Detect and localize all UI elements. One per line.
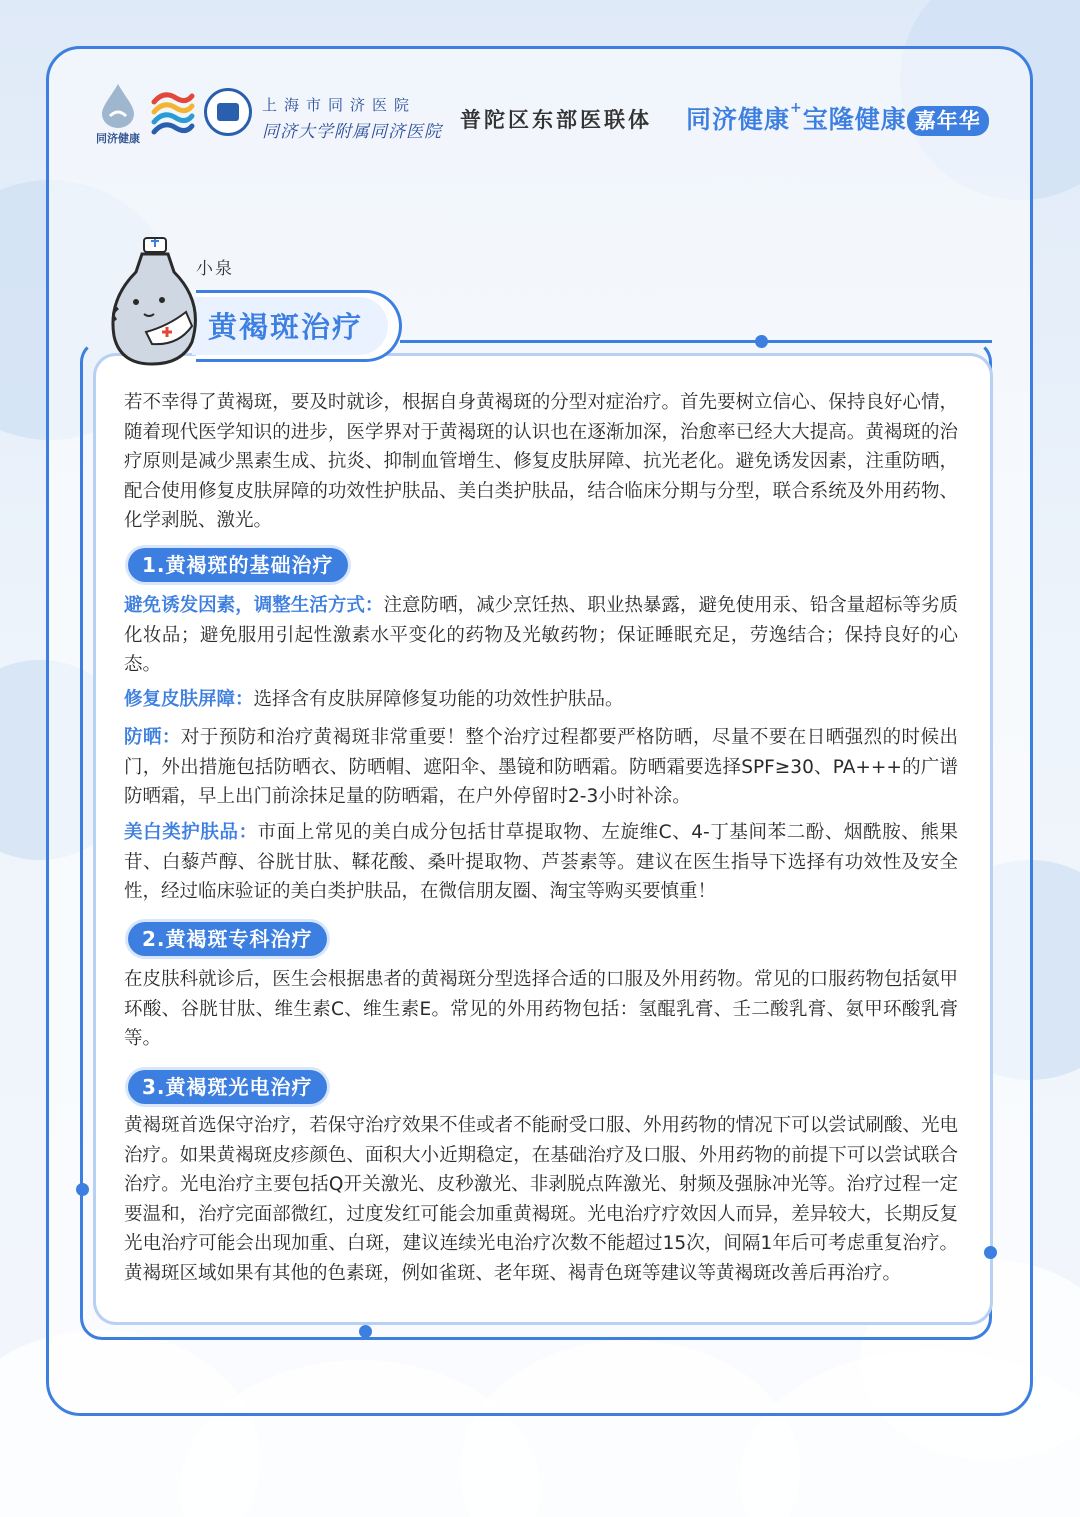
item-label: 美白类护肤品： — [124, 822, 258, 843]
decor-dot — [984, 1246, 997, 1259]
item-label: 防晒： — [124, 727, 181, 748]
water-drop-icon — [88, 82, 148, 130]
hospital-name — [262, 94, 442, 142]
decor-dot — [755, 335, 768, 348]
mascot-icon — [104, 236, 212, 366]
title-banner — [196, 290, 402, 362]
item-text: 选择含有皮肤屏障修复功能的功效性护肤品。 — [253, 689, 624, 710]
header-logos — [88, 82, 1008, 152]
specialist-treatment-paragraph: 在皮肤科就诊后，医生会根据患者的黄褐斑分型选择合适的口服及外用药物。常见的口服药物包括氨甲环酸、谷胱甘肽、维生素C、维生素E。常见的外用药物包括：氢醌乳膏、壬二酸乳膏、氨甲环酸乳膏等。 — [124, 969, 958, 1049]
wave-icon — [150, 88, 196, 136]
page-title: 黄褐斑治疗 — [208, 310, 364, 344]
wave-logo — [150, 88, 196, 136]
hospital-name-line1: 上海市同济医院 — [262, 96, 417, 114]
section-heading-2: 2.黄褐斑专科治疗 — [128, 922, 327, 956]
basic-treatment-item — [124, 723, 958, 812]
slogan-part2: 宝隆健康 — [802, 105, 907, 134]
slogan-part1: 同济健康 — [686, 105, 791, 134]
inner-frame-top-line — [400, 340, 992, 343]
decor-dot — [76, 1183, 89, 1196]
alliance-name: 普陀区东部医联体 — [460, 107, 652, 132]
logo-caption: 同济健康 — [96, 132, 140, 145]
section-heading-3: 3.黄褐斑光电治疗 — [128, 1070, 327, 1104]
tongji-health-logo — [88, 82, 148, 144]
hospital-name-line2: 同济大学附属同济医院 — [262, 122, 442, 142]
item-label: 修复皮肤屏障： — [124, 689, 254, 710]
basic-treatment-item — [124, 591, 958, 680]
slogan-badge: 嘉年华 — [907, 106, 989, 136]
event-slogan — [686, 100, 989, 136]
basic-treatment-item — [124, 818, 958, 907]
decor-dot — [359, 1325, 372, 1338]
item-text: 市面上常见的美白成分包括甘草提取物、左旋维C、4-丁基间苯二酚、烟酰胺、熊果苷、白藜芦醇、谷胱甘肽、鞣花酸、桑叶提取物、芦荟素等。建议在医生指导下选择有功效性及安全性，经过临床验证的美白类护肤品，在微信朋友圈、淘宝等购买要慎重！ — [124, 822, 958, 902]
mascot-name: 小泉 — [196, 259, 234, 279]
photoelectric-treatment-paragraph: 黄褐斑首选保守治疗，若保守治疗效果不佳或者不能耐受口服、外用药物的情况下可以尝试刷酸、光电治疗。如果黄褐斑皮疹颜色、面积大小近期稳定，在基础治疗及口服、外用药物的前提下可以尝试联合治疗。光电治疗主要包括Q开关激光、皮秒激光、非剥脱点阵激光、射频及强脉冲光等。治疗过程一定要温和，治疗完面部微红，过度发红可能会加重黄褐斑。光电治疗疗效因人而异，差异较大，长期反复光电治疗可能会出现加重、白斑，建议连续光电治疗次数不能超过15次，间隔1年后可考虑重复治疗。黄褐斑区域如果有其他的色素斑，例如雀斑、老年斑、褐青色斑等建议等黄褐斑改善后再治疗。 — [124, 1115, 958, 1284]
item-text: 对于预防和治疗黄褐斑非常重要！整个治疗过程都要严格防晒，尽量不要在日晒强烈的时候出门，外出措施包括防晒衣、防晒帽、遮阳伞、墨镜和防晒霜。防晒霜要选择SPF≥30、PA+++的广谱防晒霜，早上出门前涂抹足量的防晒霜，在户外停留时2-3小时补涂。 — [124, 727, 958, 807]
intro-paragraph: 若不幸得了黄褐斑，要及时就诊，根据自身黄褐斑的分型对症治疗。首先要树立信心、保持良好心情，随着现代医学知识的进步，医学界对于黄褐斑的认识也在逐渐加深，治愈率已经大大提高。黄褐斑的治疗原则是减少黑素生成、抗炎、抑制血管增生、修复皮肤屏障、抗光老化。避免诱发因素，注重防晒，配合使用修复皮肤屏障的功效性护肤品、美白类护肤品，结合临床分期与分型，联合系统及外用药物、化学剥脱、激光。 — [124, 392, 958, 531]
basic-treatment-item — [124, 685, 958, 715]
hospital-seal-logo — [204, 88, 252, 136]
section-heading-1: 1.黄褐斑的基础治疗 — [128, 548, 348, 582]
item-text: 注意防晒，减少烹饪热、职业热暴露，避免使用汞、铅含量超标等劣质化妆品；避免服用引起性激素水平变化的药物及光敏药物；保证睡眠充足，劳逸结合；保持良好的心态。 — [124, 595, 958, 675]
item-label: 避免诱发因素，调整生活方式： — [124, 595, 384, 616]
slogan-plus: + — [790, 100, 803, 116]
